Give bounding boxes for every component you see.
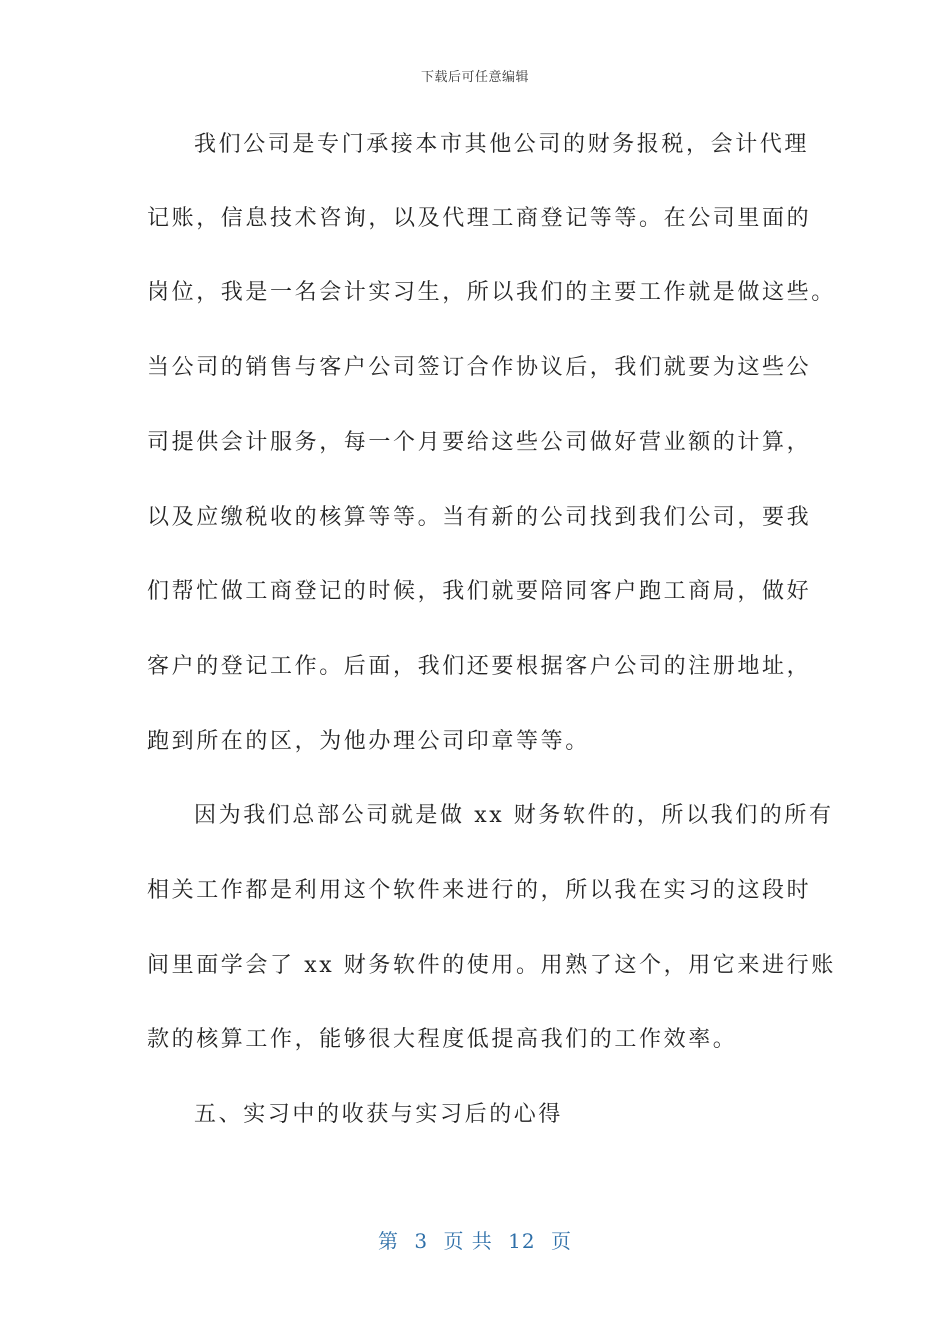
footer-middle: 页 共 <box>443 1229 493 1253</box>
section-heading: 五、实习中的收获与实习后的心得 <box>194 1102 564 1127</box>
paragraph-line: 司提供会计服务，每一个月要给这些公司做好营业额的计算， <box>147 430 812 455</box>
paragraph-line: 们帮忙做工商登记的时候，我们就要陪同客户跑工商局，做好 <box>147 579 812 604</box>
footer-page-number: 3 <box>414 1229 429 1253</box>
paragraph-line: 当公司的销售与客户公司签订合作协议后，我们就要为这些公 <box>147 355 812 380</box>
paragraph-line: 岗位，我是一名会计实习生，所以我们的主要工作就是做这些。 <box>147 280 836 305</box>
paragraph-line: 以及应缴税收的核算等等。当有新的公司找到我们公司，要我 <box>147 505 812 530</box>
paragraph-line: 跑到所在的区，为他办理公司印章等等。 <box>147 729 590 754</box>
paragraph-line: 间里面学会了 xx 财务软件的使用。用熟了这个，用它来进行账 <box>147 953 836 978</box>
page-header: 下载后可任意编辑 <box>420 70 529 85</box>
paragraph-line: 我们公司是专门承接本市其他公司的财务报税，会计代理 <box>194 132 810 157</box>
footer-prefix: 第 <box>378 1229 399 1253</box>
paragraph-line: 相关工作都是利用这个软件来进行的，所以我在实习的这段时 <box>147 878 812 903</box>
paragraph-line: 款的核算工作，能够很大程度低提高我们的工作效率。 <box>147 1027 738 1052</box>
paragraph-line: 因为我们总部公司就是做 xx 财务软件的，所以我们的所有 <box>194 803 834 828</box>
paragraph-line: 客户的登记工作。后面，我们还要根据客户公司的注册地址， <box>147 654 812 679</box>
page-footer <box>0 1225 950 1254</box>
paragraph-line: 记账，信息技术咨询，以及代理工商登记等等。在公司里面的 <box>147 206 812 231</box>
footer-suffix: 页 <box>550 1229 572 1253</box>
footer-total-pages: 12 <box>508 1229 536 1253</box>
